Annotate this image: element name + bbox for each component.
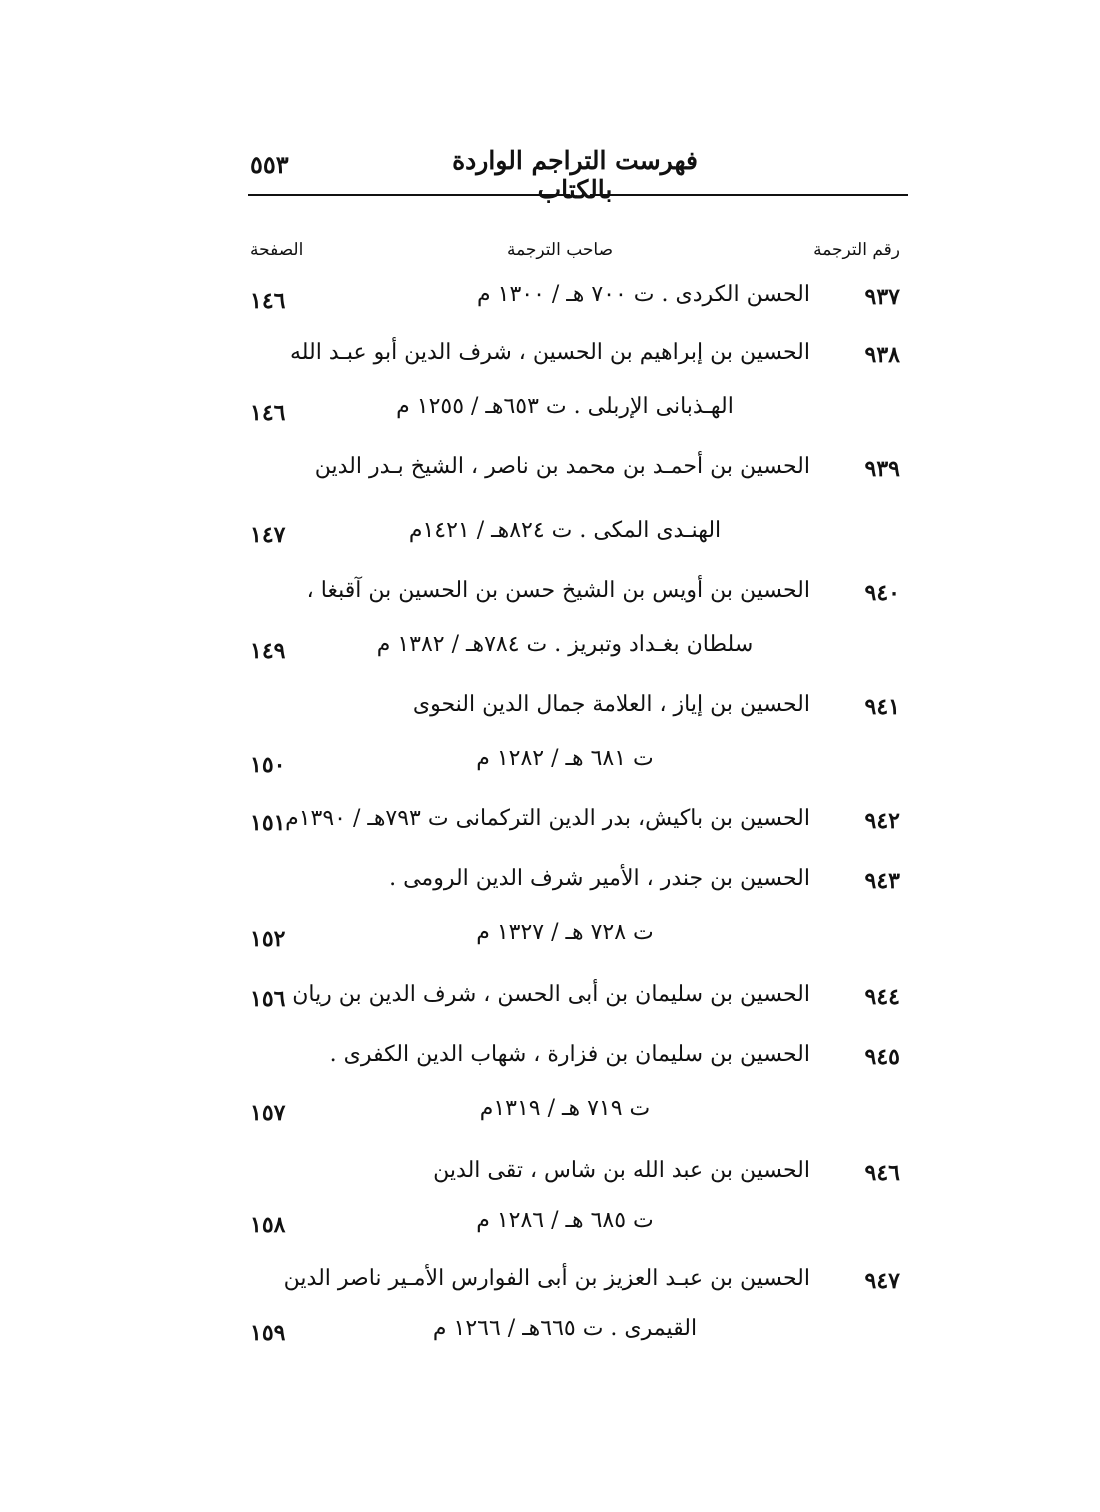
column-header-name: صاحب الترجمة — [506, 240, 614, 260]
entry-number: ٩٤١ — [864, 694, 900, 720]
entry-page: ١٤٧ — [250, 522, 286, 548]
entry-page: ١٤٩ — [250, 638, 286, 664]
entry-name-line: الحسن الكردى . ت ٧٠٠ هـ / ١٣٠٠ م — [477, 282, 810, 307]
entry-page: ١٥١ — [250, 810, 286, 836]
entry-number: ٩٤٢ — [864, 808, 900, 834]
entry-name-line-continued: ت ٦٨٥ هـ / ١٢٨٦ م — [476, 1208, 654, 1233]
entry-name-line: الحسين بن أحمـد بن محمد بن ناصر ، الشيخ بـدر الدين — [314, 454, 810, 479]
page-number: ٥٥٣ — [250, 150, 289, 179]
entry-name-line-continued: ت ٧١٩ هـ / ١٣١٩م — [479, 1096, 651, 1121]
entry-name-line: الحسين بن إياز ، العلامة جمال الدين النحوى — [412, 692, 810, 717]
entry-number: ٩٣٨ — [864, 342, 900, 368]
entry-number: ٩٤٦ — [864, 1160, 900, 1186]
entry-name-line-continued: ت ٧٢٨ هـ / ١٣٢٧ م — [476, 920, 654, 945]
entry-page: ١٥٠ — [250, 752, 286, 778]
header-rule-left — [248, 194, 570, 196]
entry-page: ١٥٢ — [250, 926, 286, 952]
entry-name-line: الحسين بن سليمان بن أبى الحسن ، شرف الدين بن ريان — [292, 982, 810, 1007]
header-rule-right — [590, 194, 908, 196]
entry-name-line-continued: ت ٦٨١ هـ / ١٢٨٢ م — [476, 746, 654, 771]
entry-page: ١٥٦ — [250, 986, 286, 1012]
entry-name-line: الحسين بن باكيش، بدر الدين التركمانى ت ٧٩٣هـ / ١٣٩٠م — [285, 806, 810, 831]
entry-number: ٩٤٤ — [864, 984, 900, 1010]
entry-name-line: الحسين بن إبراهيم بن الحسين ، شرف الدين أبو عبـد الله — [289, 340, 810, 365]
entry-name-line: الحسين بن سليمان بن فزارة ، شهاب الدين الكفرى . — [329, 1042, 810, 1067]
entry-name-line-continued: الهنـدى المكى . ت ٨٢٤هـ / ١٤٢١م — [408, 518, 722, 543]
column-header-number: رقم الترجمة — [813, 240, 900, 260]
entry-name-line: الحسين بن جندر ، الأمير شرف الدين الرومى . — [389, 866, 810, 891]
running-header-title: فهرست التراجم الواردة بالكتاب — [452, 146, 698, 204]
entry-name-line: الحسين بن عبد الله بن شاس ، تقى الدين — [433, 1158, 810, 1183]
entry-name-line-continued: الهـذبانى الإربلى . ت ٦٥٣هـ / ١٢٥٥ م — [396, 394, 734, 419]
entry-page: ١٤٦ — [250, 288, 286, 314]
entry-name-line-continued: سلطان بغـداد وتبريز . ت ٧٨٤هـ / ١٣٨٢ م — [376, 632, 754, 657]
entry-number: ٩٤٠ — [864, 580, 900, 606]
entry-number: ٩٣٧ — [864, 284, 900, 310]
entry-number: ٩٣٩ — [864, 456, 900, 482]
entry-page: ١٤٦ — [250, 400, 286, 426]
entry-page: ١٥٩ — [250, 1320, 286, 1346]
column-header-page: الصفحة — [250, 240, 304, 260]
entry-page: ١٥٧ — [250, 1100, 286, 1126]
entry-number: ٩٤٧ — [864, 1268, 900, 1294]
entry-name-line: الحسين بن عبـد العزيز بن أبى الفوارس الأمـير ناصر الدين — [283, 1266, 810, 1291]
entry-name-line-continued: القيمرى . ت ٦٦٥هـ / ١٢٦٦ م — [432, 1316, 698, 1341]
entry-number: ٩٤٣ — [864, 868, 900, 894]
entry-name-line: الحسين بن أويس بن الشيخ حسن بن الحسين بن آقبغا ، — [306, 578, 810, 603]
entry-number: ٩٤٥ — [864, 1044, 900, 1070]
entry-page: ١٥٨ — [250, 1212, 286, 1238]
